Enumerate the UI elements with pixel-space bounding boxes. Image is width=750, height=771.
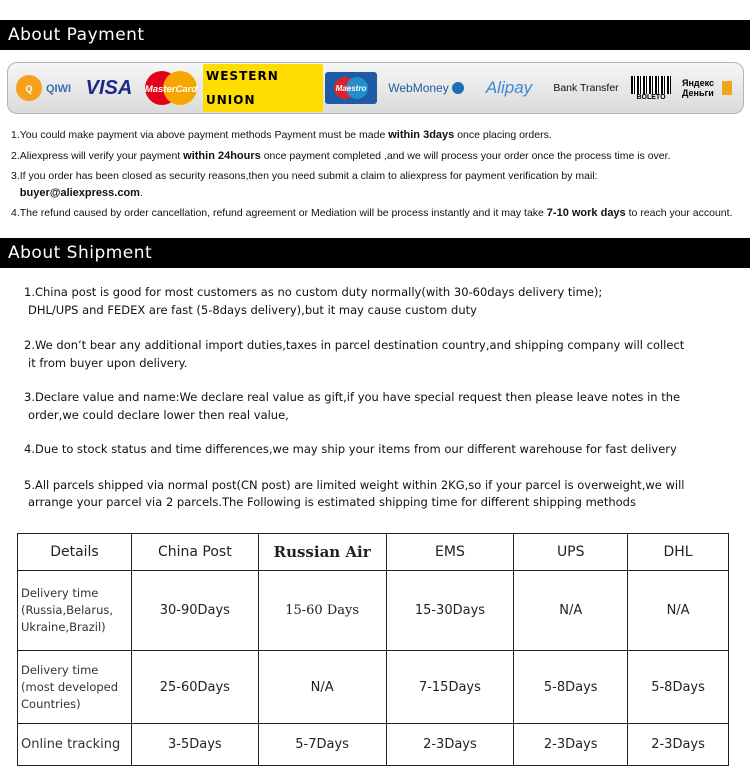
table-row — [18, 571, 729, 651]
maestro-logo — [325, 69, 377, 107]
payment-note: 4.The refund caused by order cancellation, refund agreement or Mediation will be process instantly and it may take 7-10 work days to reach your account. — [11, 207, 733, 219]
shipping-time-table — [17, 533, 729, 766]
column-header: UPS — [514, 534, 628, 571]
svg-text:Q: Q — [25, 84, 33, 94]
shipment-note-line: arrange your parcel via 2 parcels.The Following is estimated shipping time for different shipping methods — [28, 495, 636, 509]
table-cell: 15-60 Days — [258, 571, 386, 651]
table-header-row — [18, 534, 729, 571]
table-cell: N/A — [514, 571, 628, 651]
svg-text:Maestro: Maestro — [335, 84, 367, 93]
shipment-note-line: 3.Declare value and name:We declare real value as gift,if you have special request then please leave notes in the — [24, 390, 681, 404]
column-header: Russian Air — [258, 534, 386, 571]
row-label: Online tracking — [18, 724, 132, 766]
visa-logo: VISA — [85, 76, 133, 99]
western-union-logo: WESTERN UNION — [203, 69, 323, 107]
payment-note: 3.If you order has been closed as security reasons,then you need submit a claim to aliexpress for payment verification by mail: buyer@aliexpress.com. — [11, 170, 598, 199]
table-cell: 30-90Days — [131, 571, 258, 651]
table-cell: 2-3Days — [628, 724, 729, 766]
table-row — [18, 651, 729, 724]
column-header: Details — [18, 534, 132, 571]
bank-transfer-logo: Bank Transfer — [553, 82, 619, 94]
table-cell: 2-3Days — [514, 724, 628, 766]
table-cell: 15-30Days — [386, 571, 514, 651]
table-cell: 2-3Days — [386, 724, 514, 766]
table-row — [18, 724, 729, 766]
shipment-note-line: order,we could declare lower then real value, — [28, 408, 289, 422]
about-shipment-header: About Shipment — [0, 238, 750, 268]
webmoney-logo: WebMoney — [381, 69, 471, 107]
payment-note: 1.You could make payment via above payment methods Payment must be made within 3days once placing orders. — [11, 129, 552, 141]
about-payment-header: About Payment — [0, 20, 750, 50]
table-cell: 7-15Days — [386, 651, 514, 724]
column-header: China Post — [131, 534, 258, 571]
shipment-note-line: 5.All parcels shipped via normal post(CN post) are limited weight within 2KG,so if your parcel is overweight,we will — [24, 478, 685, 492]
qiwi-logo — [12, 69, 78, 107]
shipment-note-line: 4.Due to stock status and time differences,we may ship your items from our different warehouse for fast delivery — [24, 442, 677, 456]
table-cell: N/A — [258, 651, 386, 724]
row-label: Delivery time (most developed Countries) — [18, 651, 132, 724]
alipay-logo: Alipay — [485, 78, 533, 97]
shipment-note-line: 2.We don’t bear any additional import duties,taxes in parcel destination country,and shipping company will collect — [24, 338, 685, 352]
svg-text:MasterCard: MasterCard — [144, 84, 198, 95]
boleto-logo: BOLETO — [627, 69, 675, 107]
row-label: Delivery time (Russia,Belarus, Ukraine,Brazil) — [18, 571, 132, 651]
yandex-money-logo: Яндекс Деньги — [677, 69, 737, 107]
shipment-note-line: 1.China post is good for most customers as no custom duty normally(with 30-60days delivery time); — [24, 285, 603, 299]
table-cell: 25-60Days — [131, 651, 258, 724]
payment-notes — [11, 127, 747, 226]
table-cell: N/A — [628, 571, 729, 651]
table-cell: 5-8Days — [514, 651, 628, 724]
svg-text:QIWI: QIWI — [46, 83, 72, 95]
table-cell: 3-5Days — [131, 724, 258, 766]
payment-note: 2.Aliexpress will verify your payment within 24hours once payment completed ,and we will process your order once the process time is over. — [11, 149, 671, 162]
table-cell: 5-8Days — [628, 651, 729, 724]
column-header: EMS — [386, 534, 514, 571]
shipment-note-line: it from buyer upon delivery. — [28, 356, 188, 370]
shipment-note-line: DHL/UPS and FEDEX are fast (5-8days delivery),but it may cause custom duty — [28, 303, 477, 317]
mastercard-logo — [140, 69, 202, 107]
payment-logos-strip — [7, 62, 744, 114]
column-header: DHL — [628, 534, 729, 571]
table-cell: 5-7Days — [258, 724, 386, 766]
